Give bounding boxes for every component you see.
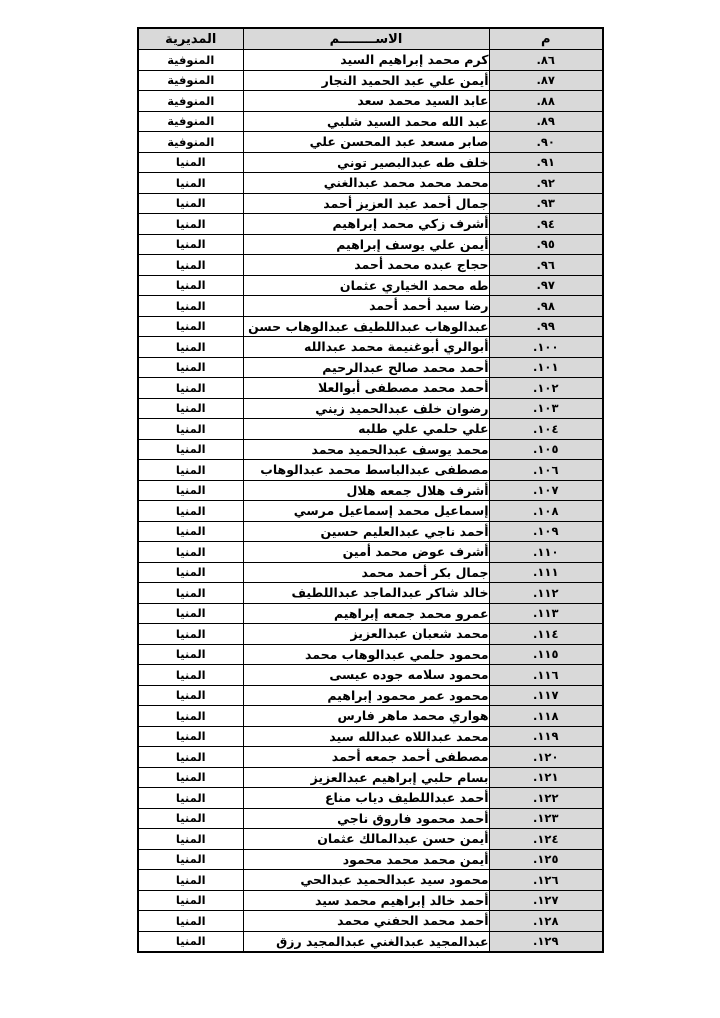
table-row bbox=[138, 111, 603, 132]
cell-number: ١٢٢. bbox=[489, 788, 603, 809]
table-row bbox=[138, 603, 603, 624]
cell-number: ١١٦. bbox=[489, 665, 603, 686]
table-row bbox=[138, 870, 603, 891]
table-row bbox=[138, 132, 603, 153]
roster-table bbox=[137, 27, 604, 953]
table-row bbox=[138, 460, 603, 481]
table-row bbox=[138, 808, 603, 829]
table-row bbox=[138, 91, 603, 112]
table-row bbox=[138, 193, 603, 214]
cell-number: ١٠٧. bbox=[489, 480, 603, 501]
cell-number: ٩٩. bbox=[489, 316, 603, 337]
cell-name: بسام حلبي إبراهيم عبدالعزيز bbox=[243, 767, 489, 788]
cell-directorate: المنيا bbox=[138, 829, 243, 850]
cell-directorate: المنيا bbox=[138, 152, 243, 173]
table-row bbox=[138, 378, 603, 399]
cell-directorate: المنيا bbox=[138, 173, 243, 194]
cell-name: هواري محمد ماهر فارس bbox=[243, 706, 489, 727]
cell-directorate: المنوفية bbox=[138, 70, 243, 91]
cell-number: ٩١. bbox=[489, 152, 603, 173]
cell-directorate: المنيا bbox=[138, 480, 243, 501]
cell-name: جمال بكر أحمد محمد bbox=[243, 562, 489, 583]
table-row bbox=[138, 849, 603, 870]
cell-directorate: المنيا bbox=[138, 193, 243, 214]
table-row bbox=[138, 931, 603, 952]
table-row bbox=[138, 685, 603, 706]
cell-name: عبدالمجيد عبدالغني عبدالمجيد رزق bbox=[243, 931, 489, 952]
table-row bbox=[138, 214, 603, 235]
cell-directorate: المنيا bbox=[138, 316, 243, 337]
cell-name: خلف طه عبدالبصير توني bbox=[243, 152, 489, 173]
cell-directorate: المنيا bbox=[138, 706, 243, 727]
table-row bbox=[138, 521, 603, 542]
cell-directorate: المنيا bbox=[138, 665, 243, 686]
table-row bbox=[138, 419, 603, 440]
cell-number: ١٢٥. bbox=[489, 849, 603, 870]
cell-directorate: المنيا bbox=[138, 378, 243, 399]
cell-number: ١٠٨. bbox=[489, 501, 603, 522]
cell-name: عبدالوهاب عبداللطيف عبدالوهاب حسن bbox=[243, 316, 489, 337]
table-row bbox=[138, 726, 603, 747]
cell-name: أحمد محمود فاروق ناجي bbox=[243, 808, 489, 829]
cell-number: ١٢٤. bbox=[489, 829, 603, 850]
cell-directorate: المنيا bbox=[138, 214, 243, 235]
cell-directorate: المنيا bbox=[138, 542, 243, 563]
cell-number: ٩٥. bbox=[489, 234, 603, 255]
cell-directorate: المنوفية bbox=[138, 111, 243, 132]
cell-number: ١٢٨. bbox=[489, 911, 603, 932]
cell-directorate: المنيا bbox=[138, 726, 243, 747]
cell-name: أيمن حسن عبدالمالك عثمان bbox=[243, 829, 489, 850]
cell-name: عابد السيد محمد سعد bbox=[243, 91, 489, 112]
cell-directorate: المنيا bbox=[138, 337, 243, 358]
cell-number: ٩٢. bbox=[489, 173, 603, 194]
table-row bbox=[138, 890, 603, 911]
cell-name: محمود عمر محمود إبراهيم bbox=[243, 685, 489, 706]
cell-directorate: المنوفية bbox=[138, 132, 243, 153]
cell-name: أحمد محمد صالح عبدالرحيم bbox=[243, 357, 489, 378]
cell-directorate: المنيا bbox=[138, 624, 243, 645]
table-row bbox=[138, 398, 603, 419]
cell-directorate: المنيا bbox=[138, 398, 243, 419]
header-name: الاســــــــم bbox=[243, 28, 489, 50]
table-row bbox=[138, 501, 603, 522]
cell-directorate: المنيا bbox=[138, 234, 243, 255]
table-row bbox=[138, 583, 603, 604]
cell-name: أبوالري أبوغنيمة محمد عبدالله bbox=[243, 337, 489, 358]
cell-directorate: المنيا bbox=[138, 767, 243, 788]
cell-directorate: المنيا bbox=[138, 788, 243, 809]
cell-number: ١٠٦. bbox=[489, 460, 603, 481]
table-row bbox=[138, 275, 603, 296]
cell-name: عبد الله محمد السيد شلبي bbox=[243, 111, 489, 132]
cell-name: محمود حلمي عبدالوهاب محمد bbox=[243, 644, 489, 665]
cell-directorate: المنيا bbox=[138, 890, 243, 911]
cell-name: أحمد محمد الحفني محمد bbox=[243, 911, 489, 932]
cell-number: ١٢١. bbox=[489, 767, 603, 788]
cell-number: ٨٩. bbox=[489, 111, 603, 132]
cell-name: كرم محمد إبراهيم السيد bbox=[243, 50, 489, 71]
cell-directorate: المنيا bbox=[138, 296, 243, 317]
table-row bbox=[138, 337, 603, 358]
cell-number: ٨٦. bbox=[489, 50, 603, 71]
cell-directorate: المنيا bbox=[138, 583, 243, 604]
cell-number: ١١٧. bbox=[489, 685, 603, 706]
cell-number: ٩٠. bbox=[489, 132, 603, 153]
table-row bbox=[138, 173, 603, 194]
cell-directorate: المنيا bbox=[138, 255, 243, 276]
table-row bbox=[138, 255, 603, 276]
cell-directorate: المنوفية bbox=[138, 50, 243, 71]
cell-directorate: المنيا bbox=[138, 562, 243, 583]
table-row bbox=[138, 706, 603, 727]
cell-name: مصطفى عبدالباسط محمد عبدالوهاب bbox=[243, 460, 489, 481]
cell-number: ١٠٤. bbox=[489, 419, 603, 440]
table-row bbox=[138, 665, 603, 686]
cell-name: مصطفى أحمد جمعه أحمد bbox=[243, 747, 489, 768]
cell-number: ١٠٢. bbox=[489, 378, 603, 399]
cell-number: ١٢٦. bbox=[489, 870, 603, 891]
cell-directorate: المنيا bbox=[138, 911, 243, 932]
table-row bbox=[138, 788, 603, 809]
cell-directorate: المنيا bbox=[138, 808, 243, 829]
cell-name: محمود سيد عبدالحميد عبدالحي bbox=[243, 870, 489, 891]
table-row bbox=[138, 439, 603, 460]
cell-directorate: المنيا bbox=[138, 603, 243, 624]
cell-number: ٨٨. bbox=[489, 91, 603, 112]
cell-directorate: المنيا bbox=[138, 685, 243, 706]
cell-directorate: المنيا bbox=[138, 870, 243, 891]
table-row bbox=[138, 50, 603, 71]
cell-name: أشرف زكي محمد إبراهيم bbox=[243, 214, 489, 235]
cell-name: محمد شعبان عبدالعزيز bbox=[243, 624, 489, 645]
cell-directorate: المنيا bbox=[138, 460, 243, 481]
cell-number: ١٠١. bbox=[489, 357, 603, 378]
cell-name: خالد شاكر عبدالماجد عبداللطيف bbox=[243, 583, 489, 604]
cell-name: أحمد عبداللطيف دياب مناع bbox=[243, 788, 489, 809]
table-row bbox=[138, 234, 603, 255]
cell-name: رضوان خلف عبدالحميد زيني bbox=[243, 398, 489, 419]
roster-body bbox=[138, 50, 603, 953]
cell-number: ٩٦. bbox=[489, 255, 603, 276]
cell-number: ٩٤. bbox=[489, 214, 603, 235]
cell-name: محمد عبداللاه عبدالله سيد bbox=[243, 726, 489, 747]
cell-name: محمود سلامه جوده عيسى bbox=[243, 665, 489, 686]
cell-name: أشرف هلال جمعه هلال bbox=[243, 480, 489, 501]
header-directorate: المديرية bbox=[138, 28, 243, 50]
cell-number: ١١٠. bbox=[489, 542, 603, 563]
cell-name: إسماعيل محمد إسماعيل مرسي bbox=[243, 501, 489, 522]
cell-name: حجاج عبده محمد أحمد bbox=[243, 255, 489, 276]
cell-name: أحمد خالد إبراهيم محمد سيد bbox=[243, 890, 489, 911]
cell-name: أشرف عوض محمد أمين bbox=[243, 542, 489, 563]
cell-name: رضا سيد أحمد أحمد bbox=[243, 296, 489, 317]
cell-name: جمال أحمد عبد العزيز أحمد bbox=[243, 193, 489, 214]
cell-number: ١٠٩. bbox=[489, 521, 603, 542]
cell-number: ٨٧. bbox=[489, 70, 603, 91]
cell-number: ٩٣. bbox=[489, 193, 603, 214]
cell-name: أيمن علي يوسف إبراهيم bbox=[243, 234, 489, 255]
header-number: م bbox=[489, 28, 603, 50]
cell-name: طه محمد الخياري عثمان bbox=[243, 275, 489, 296]
table-row bbox=[138, 911, 603, 932]
cell-directorate: المنيا bbox=[138, 521, 243, 542]
cell-directorate: المنيا bbox=[138, 357, 243, 378]
cell-directorate: المنيا bbox=[138, 849, 243, 870]
cell-directorate: المنيا bbox=[138, 931, 243, 952]
cell-number: ١٢٧. bbox=[489, 890, 603, 911]
header-row bbox=[138, 28, 603, 50]
cell-name: عمرو محمد جمعه إبراهيم bbox=[243, 603, 489, 624]
cell-directorate: المنيا bbox=[138, 439, 243, 460]
cell-number: ١٠٣. bbox=[489, 398, 603, 419]
cell-number: ١١٣. bbox=[489, 603, 603, 624]
cell-name: محمد يوسف عبدالحميد محمد bbox=[243, 439, 489, 460]
cell-directorate: المنيا bbox=[138, 501, 243, 522]
cell-number: ١٢٠. bbox=[489, 747, 603, 768]
cell-number: ١١٥. bbox=[489, 644, 603, 665]
cell-name: أحمد محمد مصطفى أبوالعلا bbox=[243, 378, 489, 399]
cell-directorate: المنيا bbox=[138, 275, 243, 296]
cell-name: محمد محمد محمد عبدالغني bbox=[243, 173, 489, 194]
table-row bbox=[138, 542, 603, 563]
table-row bbox=[138, 152, 603, 173]
table-row bbox=[138, 357, 603, 378]
table-row bbox=[138, 644, 603, 665]
table-row bbox=[138, 316, 603, 337]
cell-name: أحمد ناجي عبدالعليم حسين bbox=[243, 521, 489, 542]
cell-number: ١١١. bbox=[489, 562, 603, 583]
cell-number: ١٠٠. bbox=[489, 337, 603, 358]
table-row bbox=[138, 624, 603, 645]
cell-directorate: المنوفية bbox=[138, 91, 243, 112]
cell-directorate: المنيا bbox=[138, 644, 243, 665]
table-row bbox=[138, 829, 603, 850]
cell-number: ٩٧. bbox=[489, 275, 603, 296]
table-row bbox=[138, 480, 603, 501]
cell-directorate: المنيا bbox=[138, 419, 243, 440]
cell-directorate: المنيا bbox=[138, 747, 243, 768]
cell-number: ٩٨. bbox=[489, 296, 603, 317]
cell-number: ١١٤. bbox=[489, 624, 603, 645]
cell-number: ١١٨. bbox=[489, 706, 603, 727]
cell-number: ١٠٥. bbox=[489, 439, 603, 460]
cell-number: ١١٢. bbox=[489, 583, 603, 604]
table-row bbox=[138, 70, 603, 91]
cell-number: ١١٩. bbox=[489, 726, 603, 747]
cell-name: علي حلمي علي طلبه bbox=[243, 419, 489, 440]
cell-name: صابر مسعد عبد المحسن علي bbox=[243, 132, 489, 153]
table-row bbox=[138, 562, 603, 583]
cell-number: ١٢٩. bbox=[489, 931, 603, 952]
cell-number: ١٢٣. bbox=[489, 808, 603, 829]
table-row bbox=[138, 747, 603, 768]
cell-name: أيمن محمد محمد محمود bbox=[243, 849, 489, 870]
cell-name: أيمن علي عبد الحميد النجار bbox=[243, 70, 489, 91]
table-row bbox=[138, 296, 603, 317]
table-row bbox=[138, 767, 603, 788]
